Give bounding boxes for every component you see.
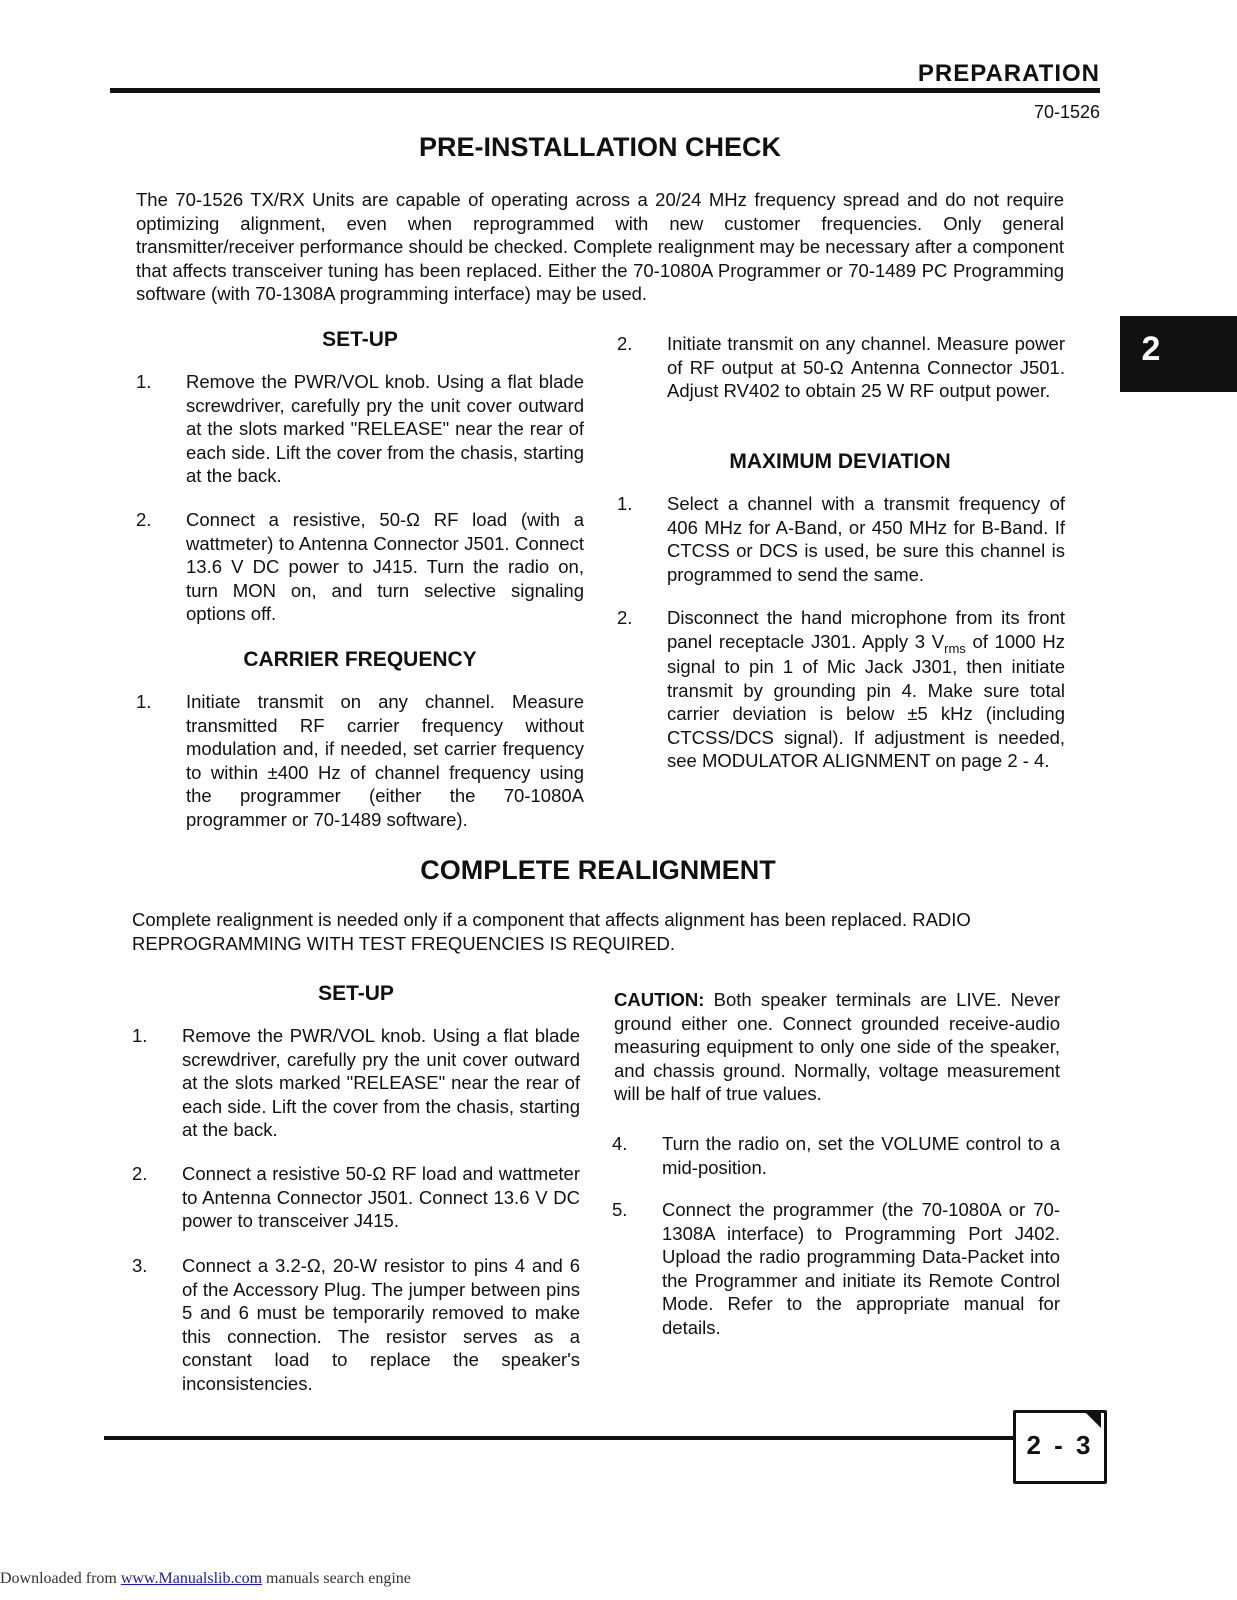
page-corner-mark bbox=[1083, 1410, 1101, 1428]
caution-label: CAUTION: bbox=[614, 989, 705, 1010]
page-number: 2 - 3 bbox=[1026, 1430, 1094, 1460]
list-item bbox=[612, 1198, 1060, 1343]
section-title: PREPARATION bbox=[917, 60, 1100, 87]
setup-heading: SET-UP bbox=[322, 328, 398, 351]
item-number: 2. bbox=[617, 607, 633, 628]
pre-installation-title: PRE-INSTALLATION CHECK bbox=[419, 132, 781, 162]
item-number: 1. bbox=[617, 493, 633, 514]
footer-rule bbox=[104, 1436, 1016, 1440]
chapter-tab-label: 2 bbox=[1141, 330, 1161, 368]
pre-installation-intro: The 70-1526 TX/RX Units are capable of operating across a 20/24 MHz frequency spread and do not require optimizing alignment, even when reprogrammed with new customer frequencies. Only general transmitter/receiver performance should be checked. Complete realignment may be necessary after a component that affects transceiver tuning has been replaced. Either the 70-1080A Programmer or 70-1489 PC Programming software (with 70-1308A programming interface) may be used. bbox=[136, 189, 1064, 304]
item-number: 2. bbox=[136, 509, 152, 530]
item-number: 2. bbox=[132, 1163, 148, 1184]
item-text: Turn the radio on, set the VOLUME control to a mid-position. bbox=[662, 1133, 1060, 1178]
item-text: Connect a resistive 50-Ω RF load and wattmeter to Antenna Connector J501. Connect 13.6 V DC power to transceiver J415. bbox=[182, 1163, 580, 1231]
list-item bbox=[612, 1132, 1060, 1182]
list-item bbox=[132, 1254, 580, 1399]
item-number: 2. bbox=[617, 333, 633, 354]
caution-text: Both speaker terminals are LIVE. Never ground either one. Connect grounded receive-audio measuring equipment to only one side of the speaker, and chassis ground. Normally, voltage measurement will be half of true values. bbox=[614, 989, 1060, 1104]
item-number: 3. bbox=[132, 1255, 148, 1276]
list-item bbox=[617, 606, 1065, 796]
item-number: 1. bbox=[136, 691, 152, 712]
item-text: Connect the programmer (the 70-1080A or 70-1308A interface) to Programming Port J402. Upload the radio programming Data-Packet into the Programmer and initiate its Remote Control Mode. Refer to the appropriate manual for details. bbox=[662, 1199, 1060, 1338]
item-text: Disconnect the hand microphone from its front panel receptacle J301. Apply 3 $V_{rms}$ of 1000 Hz signal to pin 1 of Mic Jack J301, then initiate transmit by grounding pin 4. Make sure total carrier deviation is below ±5 kHz (including CTCSS/DCS signal). If adjustment is needed, see MODULATOR ALIGNMENT on page 2 - 4. bbox=[667, 607, 1065, 771]
item-text: Remove the PWR/VOL knob. Using a flat blade screwdriver, carefully pry the unit cover outward at the slots marked "RELEASE" near the rear of each side. Lift the cover from the chasis, starting at the back. bbox=[186, 371, 584, 486]
list-item bbox=[132, 1162, 580, 1237]
document-number: 70-1526 bbox=[1033, 102, 1100, 122]
item-number: 1. bbox=[136, 371, 152, 392]
download-notice: Downloaded from www.Manualslib.com manuals search engine bbox=[0, 1570, 411, 1587]
item-number: 5. bbox=[612, 1199, 628, 1220]
list-item bbox=[132, 1024, 580, 1144]
realignment-setup-heading: SET-UP bbox=[318, 982, 394, 1005]
item-text: Connect a 3.2-Ω, 20-W resistor to pins 4 and 6 of the Accessory Plug. The jumper between pins 5 and 6 must be temporarily removed to make this connection. The resistor serves as a constant load to replace the speaker's inconsistencies. bbox=[182, 1255, 580, 1394]
item-text: Initiate transmit on any channel. Measure power of RF output at 50-Ω Antenna Connector J501. Adjust RV402 to obtain 25 W RF output power. bbox=[667, 333, 1065, 401]
carrier-frequency-heading: CARRIER FREQUENCY bbox=[243, 648, 477, 671]
list-item bbox=[136, 690, 584, 835]
max-deviation-heading: MAXIMUM DEVIATION bbox=[729, 450, 951, 473]
header-rule bbox=[110, 88, 1100, 93]
item-text: Remove the PWR/VOL knob. Using a flat blade screwdriver, carefully pry the unit cover outward at the slots marked "RELEASE" near the rear of each side. Lift the cover from the chasis, starting at the back. bbox=[182, 1025, 580, 1140]
list-item bbox=[136, 370, 584, 490]
complete-realignment-intro: Complete realignment is needed only if a component that affects alignment has been replaced. RADIO REPROGRAMMING WITH TEST FREQUENCIES IS REQUIRED. bbox=[132, 909, 971, 954]
item-text: Select a channel with a transmit frequency of 406 MHz for A-Band, or 450 MHz for B-Band. If CTCSS or DCS is used, be sure this channel is programmed to send the same. bbox=[667, 493, 1065, 585]
caution-note bbox=[614, 988, 1060, 1106]
list-item bbox=[136, 508, 584, 628]
list-item bbox=[617, 332, 1065, 432]
item-text: Connect a resistive, 50-Ω RF load (with a wattmeter) to Antenna Connector J501. Connect 13.6 V DC power to J415. Turn the radio on, turn MON on, and turn selective signaling options off. bbox=[186, 509, 584, 624]
manualslib-link[interactable]: www.Manualslib.com bbox=[120, 1570, 263, 1587]
list-item bbox=[617, 492, 1065, 592]
item-number: 4. bbox=[612, 1133, 628, 1154]
item-text: Initiate transmit on any channel. Measure transmitted RF carrier frequency without modulation and, if needed, set carrier frequency to within ±400 Hz of channel frequency using the programmer (either the 70-1080A programmer or 70-1489 software). bbox=[186, 691, 584, 830]
item-number: 1. bbox=[132, 1025, 148, 1046]
complete-realignment-title: COMPLETE REALIGNMENT bbox=[420, 855, 776, 885]
